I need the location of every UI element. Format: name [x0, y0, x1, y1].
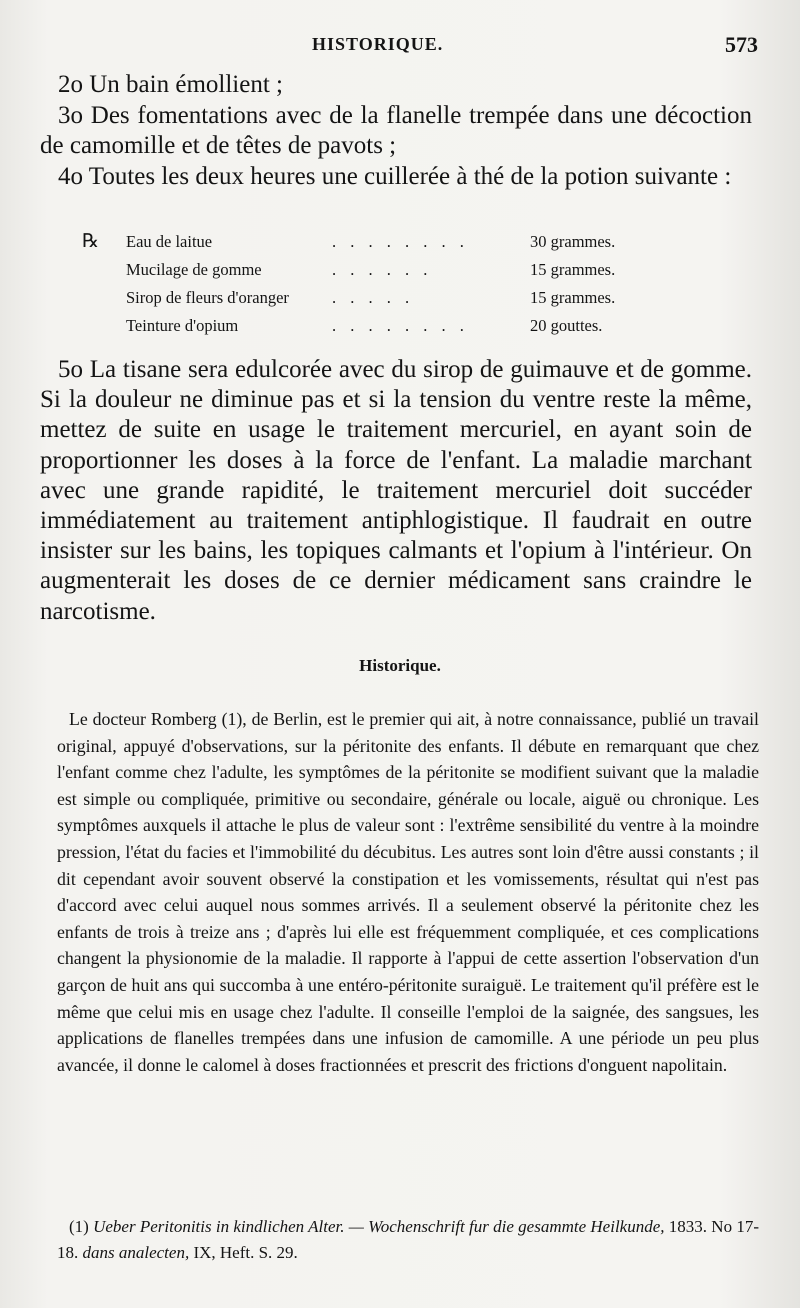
- recipe-quantity: 15 grammes.: [530, 260, 616, 279]
- recipe-leaders: . . . . .: [332, 288, 415, 307]
- footnote-source: dans analecten,: [82, 1243, 190, 1262]
- page-header: [40, 30, 760, 70]
- recipe-ingredient: Teinture d'opium: [126, 316, 239, 335]
- footnote-title: Ueber Peritonitis in kindlichen Alter. — Wochenschrift fur die gesammte Heilkunde,: [93, 1217, 665, 1236]
- recipe-ingredient: Eau de laitue: [126, 232, 213, 251]
- recipe-row: [82, 312, 662, 340]
- recipe-row: [82, 256, 662, 284]
- recipe-ingredient: Sirop de fleurs d'oranger: [126, 288, 289, 307]
- section-title: Historique.: [359, 656, 441, 675]
- recipe-quantity: 15 grammes.: [530, 288, 616, 307]
- history-section: [57, 706, 759, 1078]
- potion-recipe: [82, 228, 662, 340]
- paragraph-5: 5o La tisane sera edulcorée avec du sirop de guimauve et de gomme. Si la douleur ne diminue pas et si la tension du ventre reste la même, mettez de suite en usage le traitement mercuriel, en ayant soin de proportionner les doses à la force de l'enfant. La maladie marchant avec une grande rapidité, le traitement mercuriel doit succéder immédiatement au traitement antiphlogistique. Il faudrait en outre insister sur les bains, les topiques calmants et l'opium à l'intérieur. On augmenterait les doses de ce dernier médicament sans craindre le narcotisme.: [40, 356, 752, 625]
- prescription-item-2: 2o Un bain émollient ;: [58, 71, 283, 98]
- footnote-marker: (1): [69, 1217, 89, 1236]
- history-paragraph: Le docteur Romberg (1), de Berlin, est le premier qui ait, à notre connaissance, publié un travail original, appuyé d'observations, sur la péritonite des enfants. Il débute en remarquant que chez l'enfant comme chez l'adulte, les symptômes de la péritonite se modifient suivant que la maladie est simple ou compliquée, primitive ou secondaire, générale ou locale, aiguë ou chronique. Les symptômes auxquels il attache le plus de valeur sont : l'extrême sensibilité du ventre à la moindre pression, l'état du facies et l'immobilité du décubitus. Les autres sont loin d'être aussi constants ; il dit cependant avoir souvent observé la constipation et les vomissements, résultat qui n'est pas d'accord avec celui auquel nous sommes arrivés. Il a seulement observé la péritonite chez les enfants de trois à treize ans ; d'après lui elle est fréquemment compliquée, et ces complications changent la physionomie de la maladie. Il rapporte à l'appui de cette assertion l'observation d'un garçon de huit ans qui succomba à une entéro-péritonite suraiguë. Le traitement qu'il préfère est le même que celui mis en usage chez l'adulte. Il conseille l'emploi de la saignée, des sangsues, les applications de flanelles trempées dans une infusion de camomille. A une période un peu plus avancée, il donne le calomel à doses fractionnées et prescrit des frictions d'onguent napolitain.: [57, 709, 759, 1075]
- recipe-leaders: . . . . . .: [332, 260, 433, 279]
- running-head: HISTORIQUE.: [312, 34, 444, 54]
- prescription-item-4: 4o Toutes les deux heures une cuillerée à thé de la potion suivante :: [58, 162, 732, 190]
- recipe-leaders: . . . . . . . .: [332, 316, 469, 335]
- page-number: 573: [725, 32, 758, 57]
- footnote-details: 1833. No 17-18.: [57, 1217, 759, 1262]
- recipe-row: [82, 284, 662, 312]
- footnote-text: [57, 1214, 759, 1266]
- recipe-leaders: . . . . . . . .: [332, 232, 469, 251]
- treatment-paragraph: [40, 355, 752, 627]
- footnote: [57, 1214, 759, 1266]
- numbered-prescriptions: [40, 70, 752, 192]
- recipe-row: [82, 228, 662, 256]
- recipe-quantity: 30 grammes.: [530, 232, 616, 251]
- recipe-ingredient: Mucilage de gomme: [126, 260, 262, 279]
- footnote-reference: IX, Heft. S. 29.: [193, 1243, 298, 1262]
- recipe-quantity: 20 gouttes.: [530, 316, 603, 335]
- prescription-item-3: 3o Des fomentations avec de la flanelle trempée dans une décoction de camomille et de têtes de pavots ;: [40, 101, 752, 159]
- rx-icon: ℞: [82, 231, 100, 252]
